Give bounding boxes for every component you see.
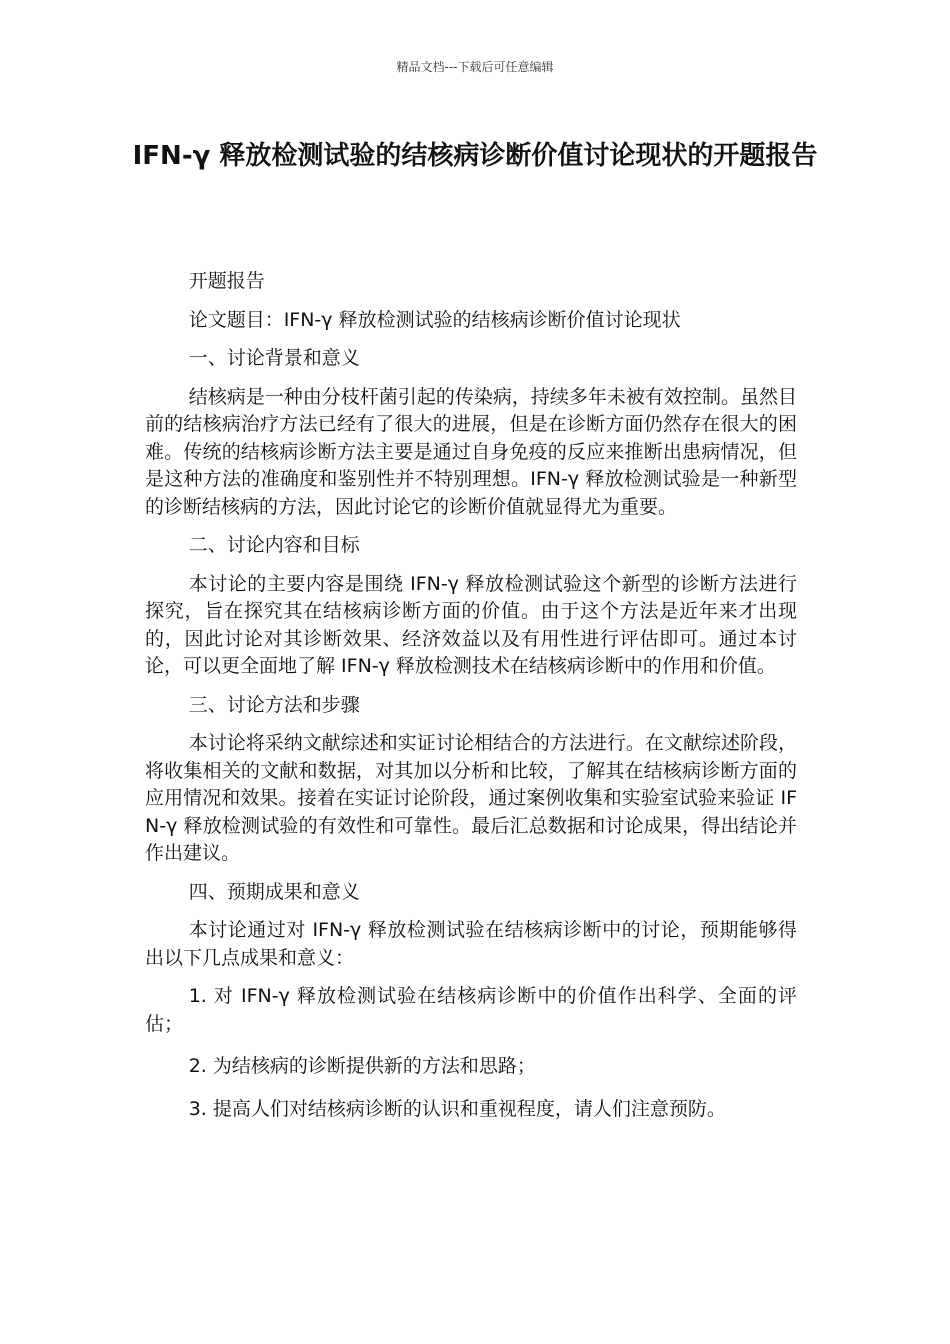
body-paragraph: 本讨论将采纳文献综述和实证讨论相结合的方法进行。在文献综述阶段，将收集相关的文献和数据，对其加以分析和比较，了解其在结核病诊断方面的应用情况和效果。接着在实证讨论阶段，通过案例收集和实验室试验来验证 IFN-γ 释放检测试验的有效性和可靠性。最后汇总数据和讨论成果，得出结论并作出建议。 bbox=[145, 732, 797, 864]
section-heading: 一、讨论背景和意义 bbox=[188, 347, 360, 369]
thesis-title-line: 论文题目：IFN-γ 释放检测试验的结核病诊断价值讨论现状 bbox=[188, 308, 681, 331]
list-item: 1. 对 IFN-γ 释放检测试验在结核病诊断中的价值作出科学、全面的评估； bbox=[145, 985, 797, 1035]
section-heading: 四、预期成果和意义 bbox=[188, 880, 360, 903]
header-note: 精品文档---下载后可任意编辑 bbox=[396, 60, 554, 74]
section-heading: 三、讨论方法和步骤 bbox=[188, 693, 360, 716]
body-paragraph: 本讨论的主要内容是围绕 IFN-γ 释放检测试验这个新型的诊断方法进行探究，旨在探究其在结核病诊断方面的价值。由于这个方法是近年来才出现的，因此讨论对其诊断效果、经济效益以及有用性进行评估即可。通过本讨论，可以更全面地了解 IFN-γ 释放检测技术在结核病诊断中的作用和价值。 bbox=[145, 572, 797, 677]
body-paragraph: 本讨论通过对 IFN-γ 释放检测试验在结核病诊断中的讨论，预期能够得出以下几点成果和意义： bbox=[145, 919, 797, 969]
section-heading: 二、讨论内容和目标 bbox=[188, 534, 360, 556]
list-item: 2. 为结核病的诊断提供新的方法和思路； bbox=[188, 1055, 536, 1077]
list-item: 3. 提高人们对结核病诊断的认识和重视程度，请人们注意预防。 bbox=[188, 1097, 726, 1120]
section-label: 开题报告 bbox=[188, 270, 265, 292]
body-paragraph: 结核病是一种由分枝杆菌引起的传染病，持续多年未被有效控制。虽然目前的结核病治疗方法已经有了很大的进展，但是在诊断方面仍然存在很大的困难。传统的结核病诊断方法主要是通过自身免疫的反应来推断出患病情况，但是这种方法的准确度和鉴别性并不特别理想。IFN-γ 释放检测试验是一种新型的诊断结核病的方法，因此讨论它的诊断价值就显得尤为重要。 bbox=[145, 385, 797, 518]
document-body bbox=[145, 268, 797, 1138]
document-title: IFN-γ 释放检测试验的结核病诊断价值讨论现状的开题报告 bbox=[132, 141, 818, 171]
